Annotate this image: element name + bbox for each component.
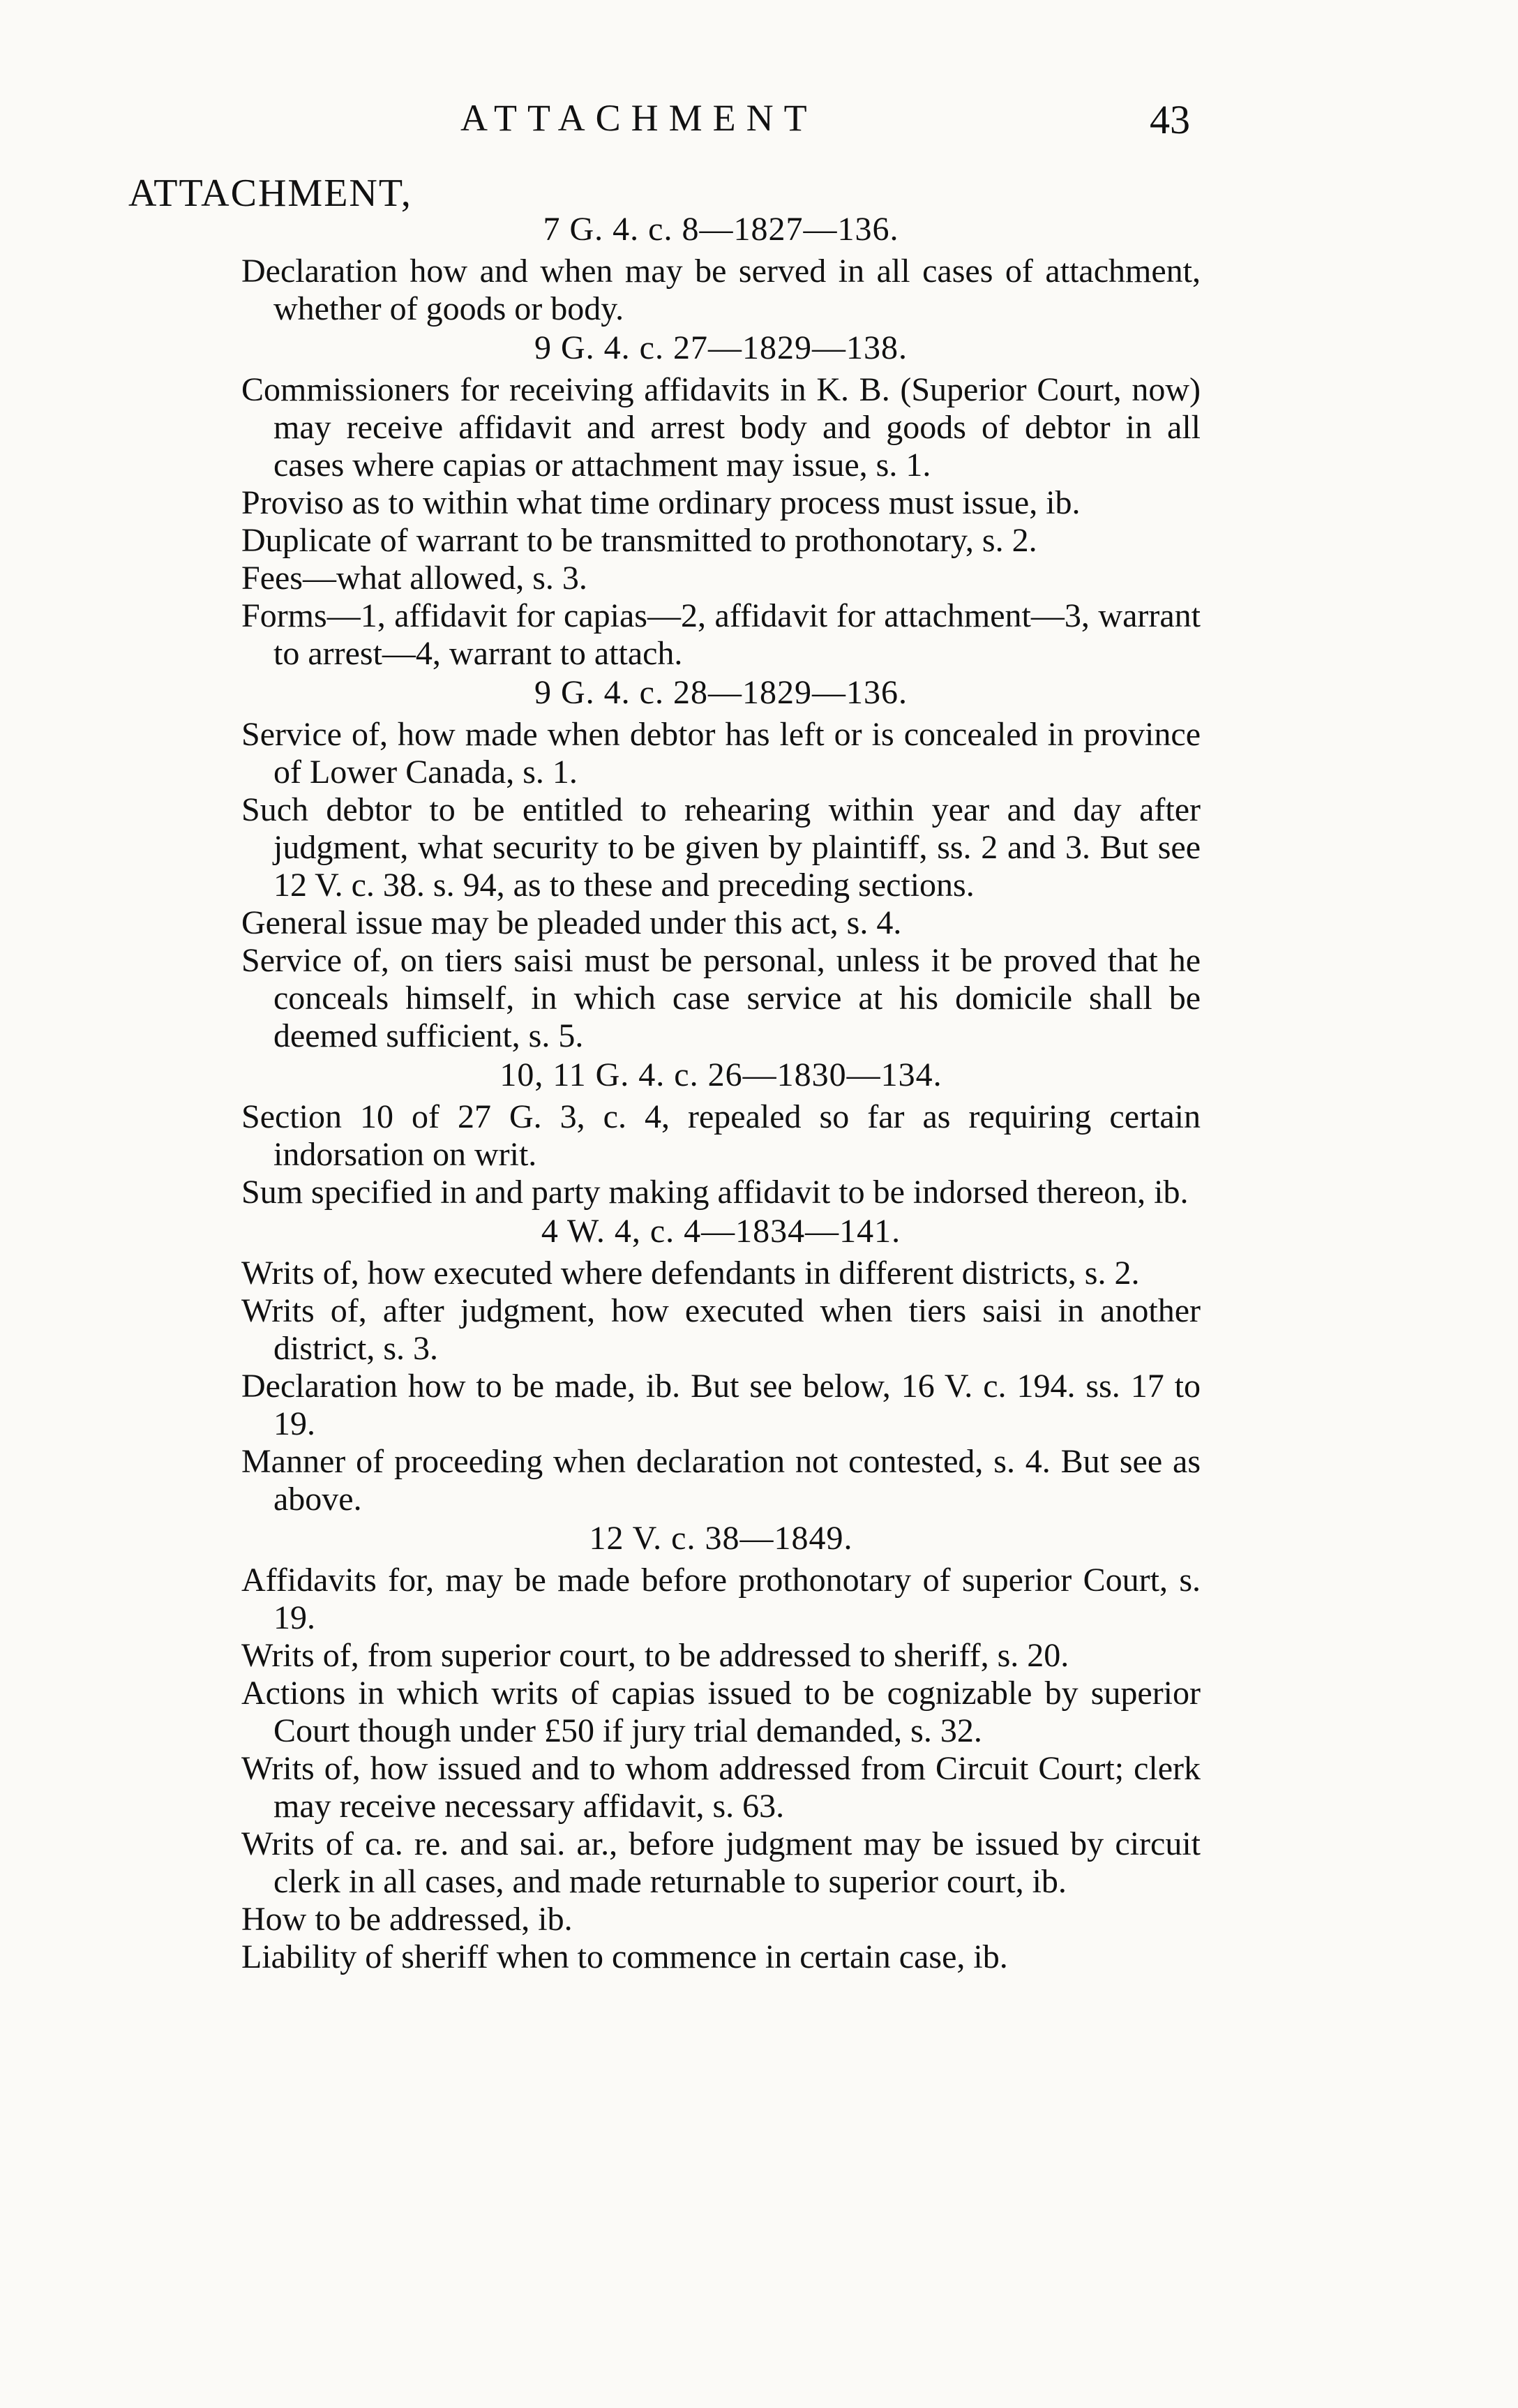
index-entry: Writs of ca. re. and sai. ar., before judgment may be issued by circuit clerk in all cases, and made returnable to superior court, ib. — [241, 1825, 1201, 1900]
index-entry: Proviso as to within what time ordinary process must issue, ib. — [241, 484, 1081, 521]
index-entry: Sum specified in and party making affidavit to be indorsed thereon, ib. — [241, 1174, 1189, 1211]
index-entry: Writs of, from superior court, to be addressed to sheriff, s. 20. — [241, 1637, 1069, 1674]
index-entry: Section 10 of 27 G. 3, c. 4, repealed so far as requiring certain indorsation on writ. — [241, 1098, 1201, 1173]
statute-citation: 4 W. 4, c. 4—1834—141. — [541, 1213, 901, 1250]
index-entry: Liability of sheriff when to commence in certain case, ib. — [241, 1938, 1008, 1975]
statute-citation: 12 V. c. 38—1849. — [589, 1520, 853, 1557]
index-entry: Affidavits for, may be made before prothonotary of superior Court, s. 19. — [241, 1562, 1201, 1636]
index-entry: Declaration how and when may be served in all cases of attachment, whether of goods or body. — [241, 253, 1201, 327]
statute-citation: 9 G. 4. c. 27—1829—138. — [534, 329, 908, 366]
index-entry: Fees—what allowed, s. 3. — [241, 560, 587, 597]
index-entry: Service of, how made when debtor has left or is concealed in province of Lower Canada, s. 1. — [241, 716, 1201, 791]
index-entry: Writs of, how executed where defendants in different districts, s. 2. — [241, 1255, 1140, 1292]
index-body — [241, 209, 1201, 1976]
index-entry: Commissioners for receiving affidavits in K. B. (Superior Court, now) may receive affidavit and arrest body and goods of debtor in all cases where capias or attachment may issue, s. 1. — [241, 371, 1201, 484]
index-entry: Actions in which writs of capias issued to be cognizable by superior Court though under £50 if jury trial demanded, s. 32. — [241, 1675, 1201, 1749]
index-entry: Forms—1, affidavit for capias—2, affidavit for attachment—3, warrant to arrest—4, warrant to attach. — [241, 597, 1201, 672]
page-number: 43 — [1150, 97, 1190, 142]
index-entry: Service of, on tiers saisi must be personal, unless it be proved that he conceals himself, in which case service at his domicile shall be deemed sufficient, s. 5. — [241, 942, 1201, 1054]
statute-citation: 9 G. 4. c. 28—1829—136. — [534, 674, 908, 711]
index-heading: ATTACHMENT, — [128, 172, 412, 215]
index-entry: Writs of, after judgment, how executed when tiers saisi in another district, s. 3. — [241, 1292, 1201, 1367]
index-entry: Writs of, how issued and to whom addressed from Circuit Court; clerk may receive necessary affidavit, s. 63. — [241, 1750, 1201, 1825]
index-entry: Duplicate of warrant to be transmitted to prothonotary, s. 2. — [241, 522, 1037, 559]
index-entry: Manner of proceeding when declaration not contested, s. 4. But see as above. — [241, 1443, 1201, 1518]
running-head: ATTACHMENT — [460, 97, 818, 139]
statute-citation: 7 G. 4. c. 8—1827—136. — [543, 211, 899, 248]
statute-citation: 10, 11 G. 4. c. 26—1830—134. — [499, 1056, 942, 1093]
index-entry: How to be addressed, ib. — [241, 1901, 573, 1938]
page-header — [0, 96, 1518, 142]
index-entry: Declaration how to be made, ib. But see below, 16 V. c. 194. ss. 17 to 19. — [241, 1368, 1201, 1442]
index-entry: General issue may be pleaded under this act, s. 4. — [241, 904, 902, 941]
index-entry: Such debtor to be entitled to rehearing within year and day after judgment, what security to be given by plaintiff, ss. 2 and 3. But see 12 V. c. 38. s. 94, as to these and preceding sections. — [241, 791, 1201, 904]
